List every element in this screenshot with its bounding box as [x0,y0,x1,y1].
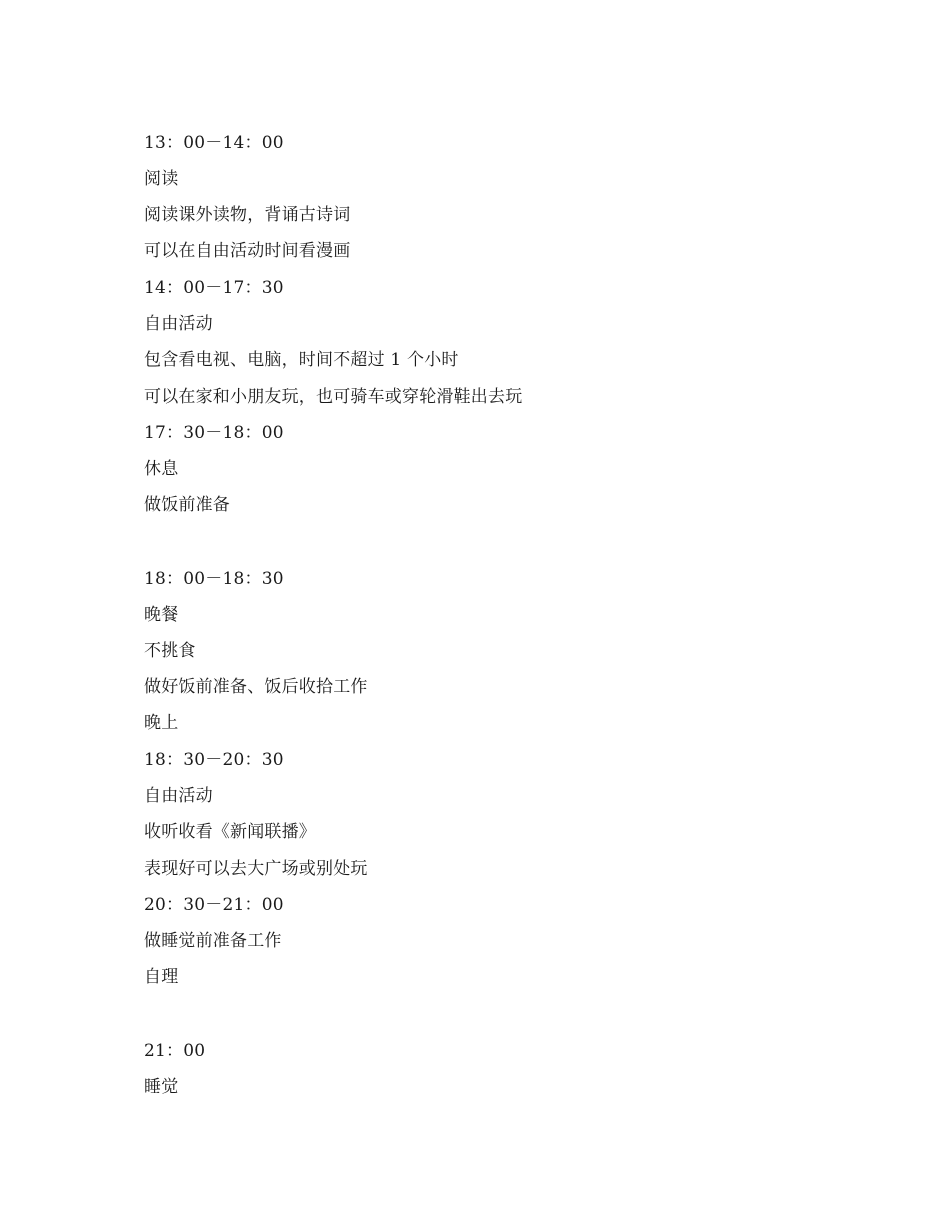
section-evening: 晚上 [144,713,179,733]
time-slot-1400-1730: 14：00－17：30 [144,278,284,298]
free-time-detail-1: 包含看电视、电脑，时间不超过 1 个小时 [144,350,459,370]
evening-detail-2: 表现好可以去大广场或别处玩 [144,859,368,879]
bed-prep-detail: 自理 [144,967,179,987]
activity-dinner: 晚餐 [144,605,179,625]
time-slot-1730-1800: 17：30－18：00 [144,423,284,443]
reading-detail-1: 阅读课外读物，背诵古诗词 [144,205,351,225]
time-slot-2030-2100: 20：30－21：00 [144,895,284,915]
dinner-detail-2: 做好饭前准备、饭后收拾工作 [144,677,368,697]
time-slot-1300-1400: 13：00－14：00 [144,133,284,153]
dinner-detail-1: 不挑食 [144,641,196,661]
time-slot-1830-2030: 18：30－20：30 [144,750,284,770]
activity-evening-free-time: 自由活动 [144,786,213,806]
time-slot-1800-1830: 18：00－18：30 [144,569,284,589]
activity-sleep: 睡觉 [144,1077,179,1097]
evening-detail-1: 收听收看《新闻联播》 [144,822,316,842]
time-slot-2100: 21：00 [144,1041,206,1061]
activity-bed-prep: 做睡觉前准备工作 [144,931,282,951]
activity-free-time: 自由活动 [144,314,213,334]
activity-rest: 休息 [144,459,179,479]
activity-reading: 阅读 [144,169,179,189]
reading-detail-2: 可以在自由活动时间看漫画 [144,241,351,261]
rest-detail: 做饭前准备 [144,495,230,515]
free-time-detail-2: 可以在家和小朋友玩，也可骑车或穿轮滑鞋出去玩 [144,387,523,407]
